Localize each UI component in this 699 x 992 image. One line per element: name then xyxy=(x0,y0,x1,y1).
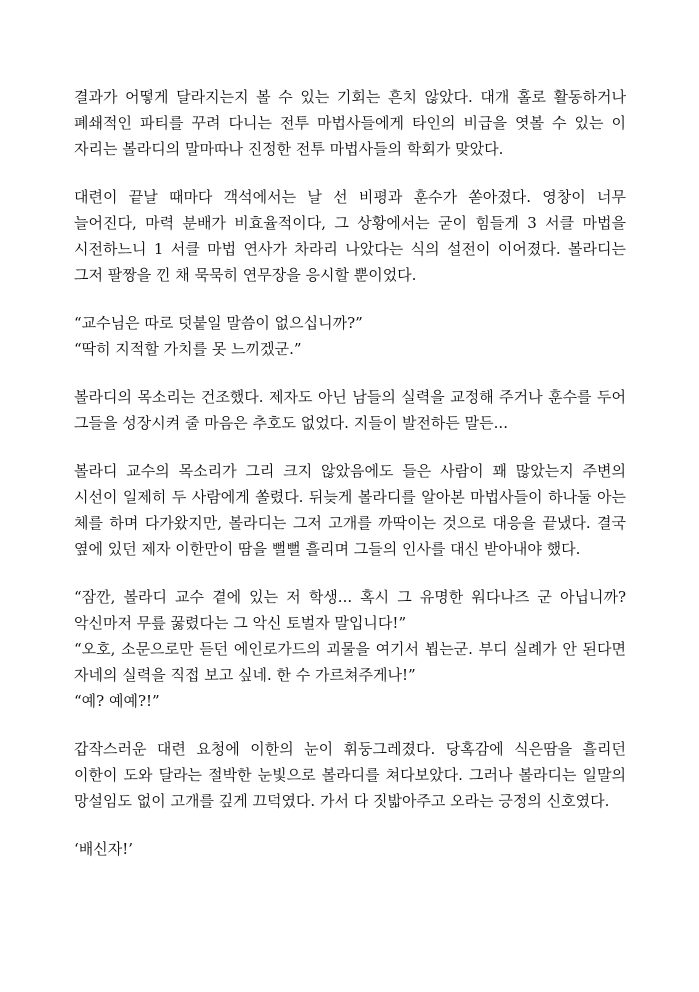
paragraph-2: 대련이 끝날 때마다 객석에서는 날 선 비평과 훈수가 쏟아졌다. 영창이 너무 늘어진다, 마력 분배가 비효율적이다, 그 상황에서는 굳이 힘들게 3 서클 마법을 시전하느니 1 서클 마법 연사가 차라리 나았다는 식의 설전이 이어졌다. 볼라디는 그저 팔짱을 낀 채 묵묵히 연무장을 응시할 뿐이었다. xyxy=(74,188,626,284)
dialogue-line: “잠깐, 볼라디 교수 곁에 있는 저 학생... 혹시 그 유명한 워다나즈 군 아닙니까? 악신마저 무릎 꿇렸다는 그 악신 토벌자 말입니다!” xyxy=(74,588,626,632)
paragraph-4: 볼라디 교수의 목소리가 그리 크지 않았음에도 들은 사람이 꽤 많았는지 주변의 시선이 일제히 두 사람에게 쏠렸다. 뒤늦게 볼라디를 알아본 마법사들이 하나둘 아는 체를 하며 다가왔지만, 볼라디는 그저 고개를 까딱이는 것으로 대응을 끝냈다. 결국 옆에 있던 제자 이한만이 땀을 뻘뻘 흘리며 그들의 인사를 대신 받아내야 했다. xyxy=(74,462,626,558)
paragraph-5: 갑작스러운 대련 요청에 이한의 눈이 휘둥그레졌다. 당혹감에 식은땀을 흘리던 이한이 도와 달라는 절박한 눈빛으로 볼라디를 쳐다보았다. 그러나 볼라디는 일말의 망설임도 없이 고개를 깊게 끄덕였다. 가서 다 짓밟아주고 오라는 긍정의 신호였다. xyxy=(74,740,626,810)
dialogue-line: “교수님은 따로 덧붙일 말씀이 없으십니까?” xyxy=(74,314,363,332)
dialogue-block-1 xyxy=(74,310,626,362)
dialogue-block-2 xyxy=(74,584,626,714)
body-text xyxy=(74,84,626,884)
paragraph-3: 볼라디의 목소리는 건조했다. 제자도 아닌 남들의 실력을 교정해 주거나 훈수를 두어 그들을 성장시켜 줄 마음은 추호도 없었다. 지들이 발전하든 말든... xyxy=(74,388,626,432)
dialogue-line: “예? 예예?!” xyxy=(74,692,160,710)
dialogue-line: “오호, 소문으로만 듣던 에인로가드의 괴물을 여기서 뵙는군. 부디 실례가 안 된다면 자네의 실력을 직접 보고 싶네. 한 수 가르쳐주게나!” xyxy=(74,640,626,684)
dialogue-block-3 xyxy=(74,836,626,862)
dialogue-line: ‘배신자!’ xyxy=(74,840,134,858)
dialogue-line: “딱히 지적할 가치를 못 느끼겠군.” xyxy=(74,340,302,358)
paragraph-1: 결과가 어떻게 달라지는지 볼 수 있는 기회는 흔치 않았다. 대개 홀로 활동하거나 폐쇄적인 파티를 꾸려 다니는 전투 마법사들에게 타인의 비급을 엿볼 수 있는 이 자리는 볼라디의 말마따나 진정한 전투 마법사들의 학회가 맞았다. xyxy=(74,88,626,158)
